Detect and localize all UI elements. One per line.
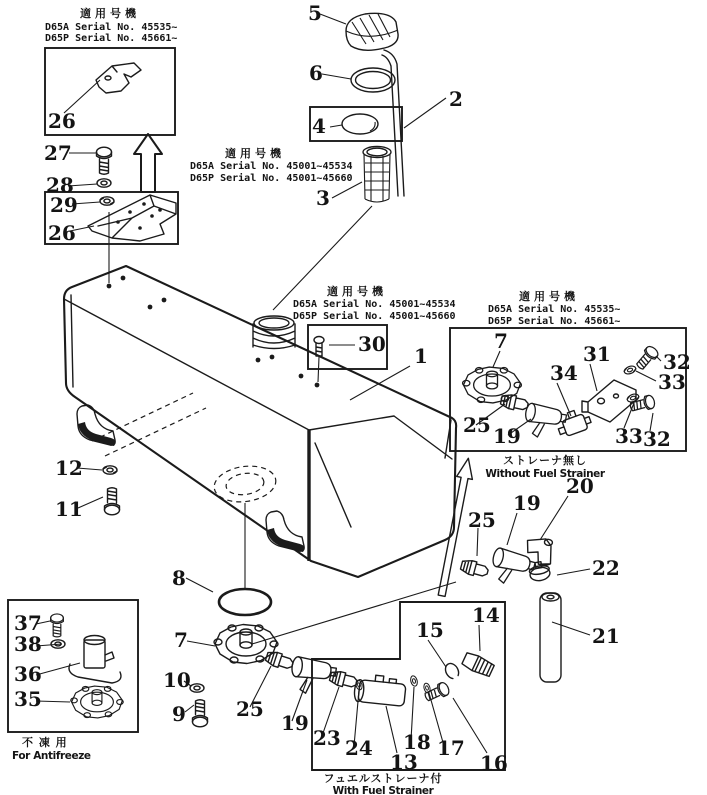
callout-10: 10 [163,668,191,692]
callout-38: 38 [14,632,42,656]
serial-line: D65P Serial No. 45001~45660 [190,173,353,184]
callout-6: 6 [309,61,323,85]
serial-line: D65P Serial No. 45001~45660 [293,311,456,322]
callout-18: 18 [403,730,431,754]
caption-jp: ストレーナ無し [503,454,587,467]
callout-20: 20 [566,474,594,498]
callout-33-bottom: 33 [615,424,643,448]
callout-22: 22 [592,556,620,580]
caption-with-strainer [323,771,442,795]
serial-title: 適用号機 [225,147,285,160]
callout-34: 34 [550,361,578,385]
callout-24: 24 [345,736,373,760]
callout-26-lower: 26 [48,221,76,245]
callout-32-bottom: 32 [643,427,671,451]
callout-25-bottom: 25 [236,697,264,721]
callout-30: 30 [358,332,386,356]
callout-21: 21 [592,624,620,648]
serial-line: D65P Serial No. 45661~ [45,33,178,44]
callout-33-top: 33 [658,370,686,394]
callout-19-right: 19 [493,424,521,448]
callout-32-top: 32 [663,350,691,374]
callout-15: 15 [416,618,444,642]
callout-27: 27 [44,141,72,165]
caption-jp: フュエルストレーナ付 [323,772,443,785]
serial-title: 適用号機 [519,290,579,303]
serial-title: 適用号機 [327,285,387,298]
callout-2: 2 [449,87,463,111]
serial-title: 適用号機 [80,7,140,20]
callout-23: 23 [313,726,341,750]
callout-1: 1 [414,344,428,368]
caption-en: For Antifreeze [12,750,91,762]
callout-8: 8 [172,566,186,590]
callout-31: 31 [583,342,611,366]
callout-9: 9 [172,702,186,726]
callout-7-bottom: 7 [174,628,188,652]
callout-35: 35 [14,687,42,711]
caption-en: With Fuel Strainer [332,785,434,795]
callout-29: 29 [50,193,78,217]
callout-28: 28 [46,173,74,197]
caption-en: Without Fuel Strainer [485,468,605,480]
serial-line: D65A Serial No. 45001~45534 [293,299,456,310]
callout-13: 13 [390,750,418,774]
callout-12: 12 [55,456,83,480]
callout-3: 3 [316,186,330,210]
serial-line: D65P Serial No. 45661~ [488,316,621,327]
callout-5: 5 [308,1,322,25]
callout-14: 14 [472,603,500,627]
callout-16: 16 [480,751,508,775]
callout-19-mid: 19 [513,491,541,515]
caption-jp: 不 凍 用 [22,736,68,749]
callout-4: 4 [312,114,326,138]
callout-7-right: 7 [494,329,508,353]
serial-line: D65A Serial No. 45535~ [488,304,621,315]
callout-36: 36 [14,662,42,686]
callout-19-bottom: 19 [281,711,309,735]
callout-17: 17 [437,736,465,760]
callout-25-right: 25 [463,413,491,437]
callout-37: 37 [14,611,42,635]
callout-26-top: 26 [48,109,76,133]
serial-line: D65A Serial No. 45535~ [45,22,178,33]
callout-25-mid: 25 [468,508,496,532]
serial-line: D65A Serial No. 45001~45534 [190,161,353,172]
callout-11: 11 [55,497,83,521]
